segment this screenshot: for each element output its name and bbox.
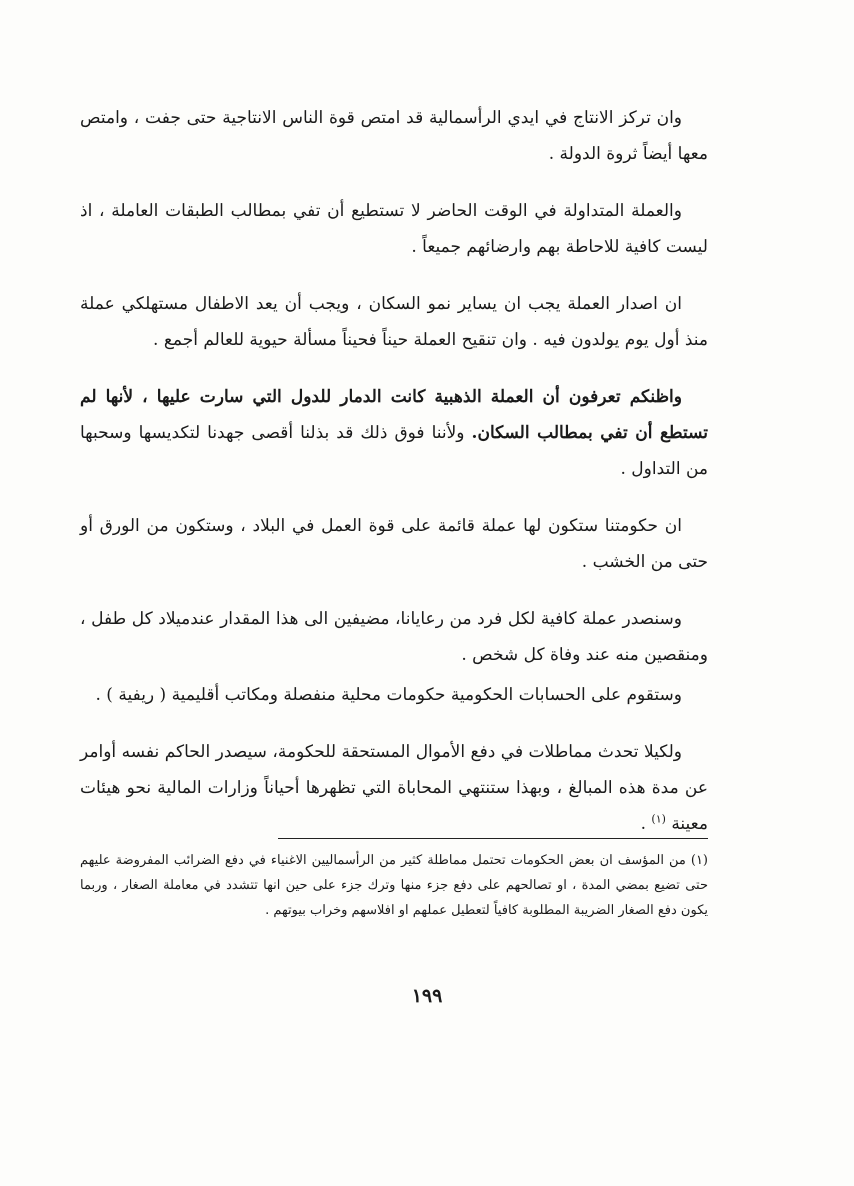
paragraph-4: [80, 379, 708, 487]
footnote: [80, 848, 708, 923]
paragraph-8-end: .: [640, 814, 652, 834]
paragraph-7: وستقوم على الحسابات الحكومية حكومات محلية منفصلة ومكاتب أقليمية ( ريفية ) .: [95, 685, 682, 705]
paragraph-4-bold-text: واظنكم تعرفون أن العملة الذهبية كانت الدمار للدول التي سارت عليها ، لأنها لم تستطع أن تفي بمطالب السكان.: [80, 387, 709, 443]
paragraph-8-text: ولكيلا تحدث مماطلات في دفع الأموال المستحقة للحكومة، سيصدر الحاكم نفسه أوامر عن مدة هذه المبالغ ، وبهذا ستنتهي المحاباة التي تظهرها أحياناً وزارات المالية نحو هيئات معينة: [80, 742, 708, 834]
paragraph-5: ان حكومتنا ستكون لها عملة قائمة على قوة العمل في البلاد ، وستكون من الورق أو حتى من الخشب .: [80, 516, 708, 572]
paragraph-6: وسنصدر عملة كافية لكل فرد من رعايانا، مضيفين الى هذا المقدار عندميلاد كل طفل ، ومنقصين منه عند وفاة كل شخص .: [80, 609, 708, 665]
footnote-text: من المؤسف ان بعض الحكومات تحتمل مماطلة كثير من الرأسماليين الاغنياء في دفع الضرائب المفروضة عليهم حتى تضيع بمضي المدة ، او تصالحهم على دفع جزء منها وترك جزء على حين انها تتشدد في معاملة الصغار ، وربما يكون دفع الصغار الضريبة المطلوبة كافياً لتعطيل عملهم او افلاسهم وخراب بيوتهم .: [80, 853, 708, 918]
paragraph-8: [80, 734, 708, 842]
footnote-marker: (١): [690, 853, 708, 868]
main-text: [80, 100, 708, 863]
paragraph-3: ان اصدار العملة يجب ان يساير نمو السكان ، ويجب أن يعد الاطفال مستهلكي عملة منذ أول يوم يولدون فيه . وان تنقيح العملة حيناً فحيناً مسألة حيوية للعالم أجمع .: [80, 294, 708, 350]
footnote-reference: (١): [651, 812, 666, 826]
paragraph-4-rest-text: ولأننا فوق ذلك قد بذلنا أقصى جهدنا لتكديسها وسحبها من التداول .: [80, 423, 708, 479]
footnote-divider: [278, 838, 708, 839]
page-number: ١٩٩: [411, 985, 443, 1007]
paragraph-1: وان تركز الانتاج في ايدي الرأسمالية قد امتص قوة الناس الانتاجية حتى جفت ، وامتص معها أيضاً ثروة الدولة .: [80, 108, 708, 164]
paragraph-2: والعملة المتداولة في الوقت الحاضر لا تستطيع أن تفي بمطالب الطبقات العاملة ، اذ ليست كافية للاحاطة بهم وارضائهم جميعاً .: [80, 201, 708, 257]
